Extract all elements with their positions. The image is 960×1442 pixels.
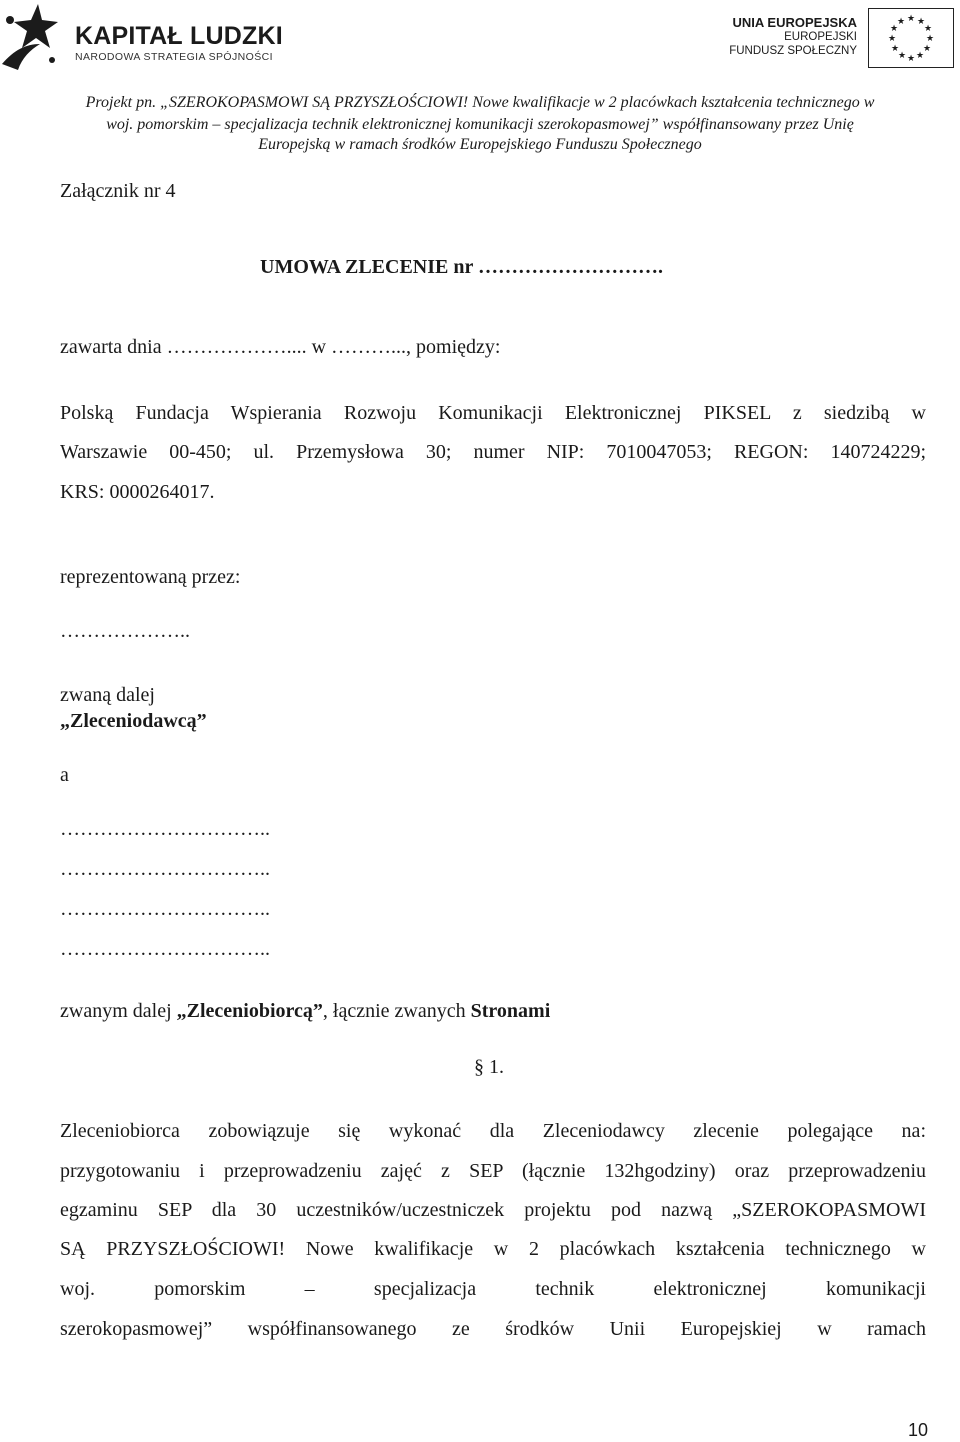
project-line-1: Projekt pn. „SZEROKOPASMOWI SĄ PRZYSZŁOŚCIOWI! Nowe kwalifikacje w 2 placówkach kształcenia technicznego w — [85, 94, 875, 111]
svg-text:★: ★ — [897, 17, 906, 27]
contractor-blank-3: ………………………….. — [60, 898, 270, 920]
concluded-line: zawarta dnia ……………….... w ………..., pomiędzy: — [60, 336, 501, 358]
contractor-name: „Zleceniobiorcą” — [176, 1000, 323, 1022]
attachment-label: Załącznik nr 4 — [60, 180, 176, 202]
contractor-blank-4: ………………………….. — [60, 938, 270, 960]
svg-text:★: ★ — [924, 24, 933, 34]
party1-line-1: Polską Fundacja Wspierania Rozwoju Komunikacji Elektronicznej PIKSEL z siedzibą w — [60, 402, 926, 424]
section1-line-2: przygotowaniu i przeprowadzeniu zajęć z SEP (łącznie 132hgodziny) oraz przeprowadzeniu — [60, 1160, 926, 1182]
svg-text:★: ★ — [916, 51, 925, 61]
section1-line-4: SĄ PRZYSZŁOŚCIOWI! Nowe kwalifikacje w 2 placówkach kształcenia technicznego w — [60, 1238, 926, 1260]
section1-line-6: szerokopasmowej” współfinansowanego ze środków Unii Europejskiej w ramach — [60, 1318, 926, 1340]
section1-line-1: Zleceniobiorca zobowiązuje się wykonać dla Zleceniodawcy zlecenie polegające na: — [60, 1120, 926, 1142]
representative-blank: ……………….. — [60, 620, 190, 642]
eu-logo-line1: UNIA EUROPEJSKA — [732, 15, 857, 30]
svg-text:★: ★ — [926, 34, 935, 44]
kapital-ludzki-subtitle: NARODOWA STRATEGIA SPÓJNOŚCI — [75, 51, 273, 63]
kapital-ludzki-logo — [0, 0, 300, 80]
project-line-2: woj. pomorskim – specjalizacja technik elektronicznej komunikacji szerokopasmowej” współfinansowany przez Unię — [106, 116, 854, 133]
eu-logo-line2: EUROPEJSKI — [784, 31, 857, 43]
project-line-3: Europejską w ramach środków Europejskiego Funduszu Społecznego — [258, 136, 702, 153]
svg-text:★: ★ — [917, 17, 926, 27]
section1-line-3: egzaminu SEP dla 30 uczestników/uczestniczek projektu pod nazwą „SZEROKOPASMOWI — [60, 1199, 926, 1221]
svg-text:★: ★ — [891, 44, 900, 54]
contractor-blank-1: ………………………….. — [60, 818, 270, 840]
svg-text:★: ★ — [907, 14, 916, 24]
represented-by: reprezentowaną przez: — [60, 566, 241, 588]
kapital-ludzki-emblem-icon — [0, 0, 60, 72]
contractor-definition — [60, 1000, 550, 1023]
called-prefix: zwaną dalej — [60, 684, 155, 706]
parties-word: Stronami — [470, 1000, 551, 1022]
section1-line-5: woj. pomorskim – specjalizacja technik elektronicznej komunikacji — [60, 1278, 926, 1300]
contractor-prefix: zwanym dalej — [60, 1000, 177, 1022]
eu-flag-icon — [868, 8, 954, 68]
party1-line-3: KRS: 0000264017. — [60, 481, 215, 503]
eu-logo-line3: FUNDUSZ SPOŁECZNY — [729, 45, 857, 57]
kapital-ludzki-title: KAPITAŁ LUDZKI — [75, 22, 283, 50]
and-connector: a — [60, 764, 69, 786]
svg-text:★: ★ — [888, 34, 897, 44]
principal-name: „Zleceniodawcą” — [60, 710, 207, 732]
section-mark: § 1. — [474, 1056, 504, 1078]
contractor-blank-2: ………………………….. — [60, 858, 270, 880]
contractor-mid: , łącznie zwanych — [322, 1000, 471, 1022]
svg-text:★: ★ — [923, 44, 932, 54]
svg-text:★: ★ — [890, 24, 899, 34]
contract-title: UMOWA ZLECENIE nr ………………………. — [260, 256, 664, 278]
svg-text:★: ★ — [907, 54, 916, 64]
page-number: 10 — [907, 1420, 928, 1440]
party1-line-2: Warszawie 00-450; ul. Przemysłowa 30; numer NIP: 7010047053; REGON: 140724229; — [60, 441, 926, 463]
svg-text:★: ★ — [898, 51, 907, 61]
